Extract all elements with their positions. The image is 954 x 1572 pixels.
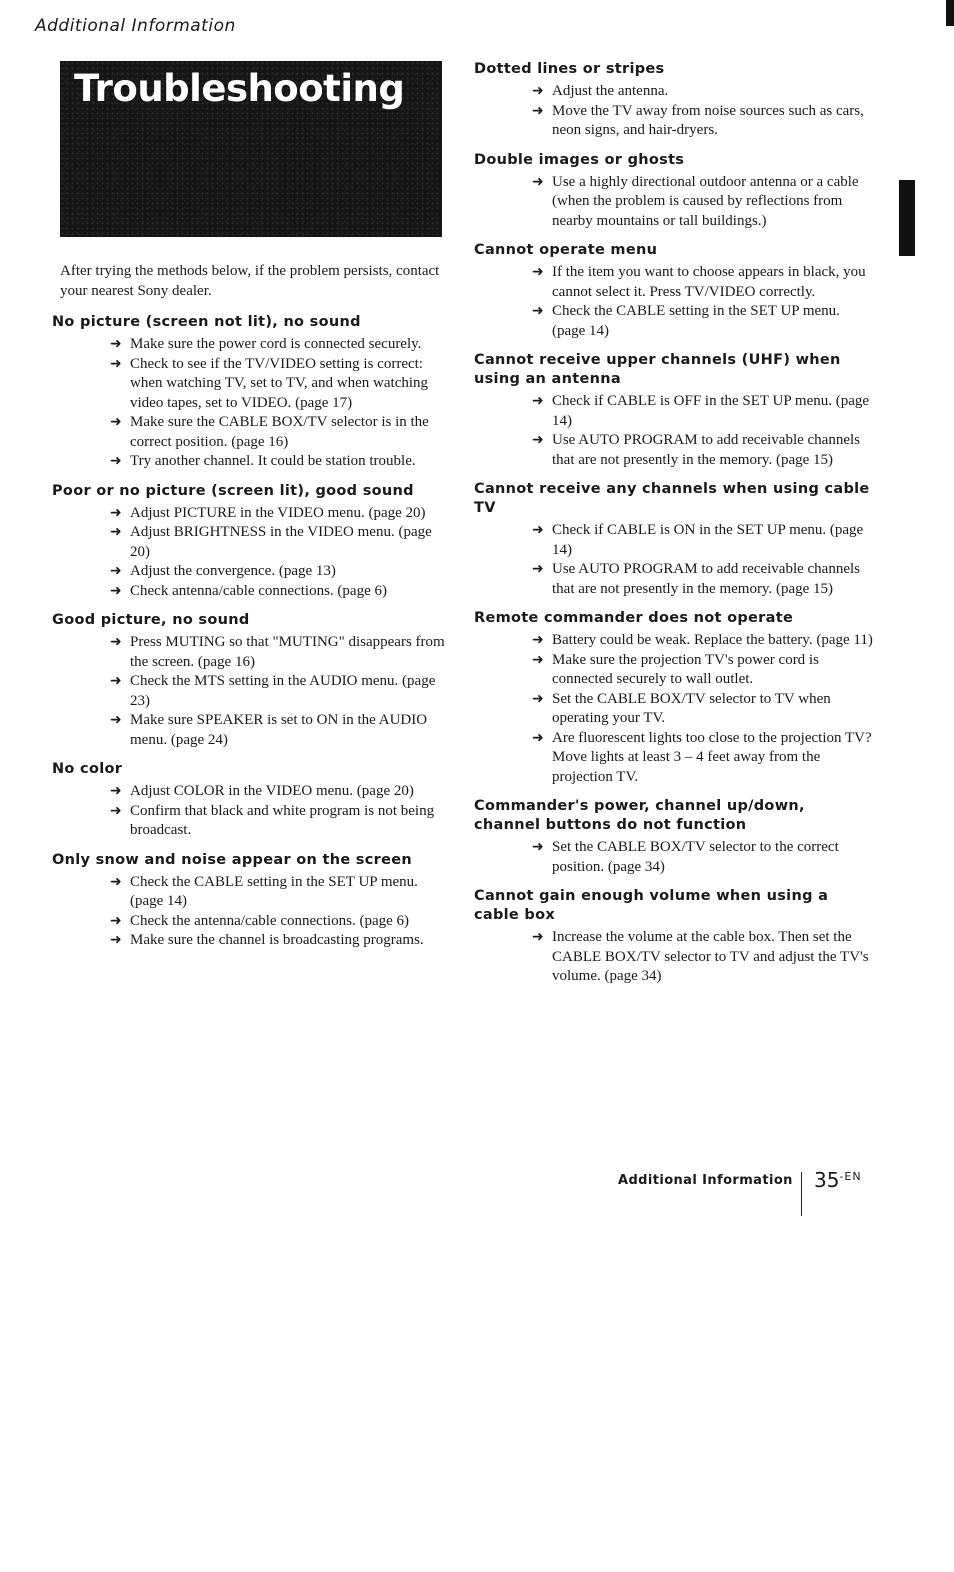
remedy-text: Use AUTO PROGRAM to add receivable channels that are not presently in the memory. (page 15): [552, 561, 860, 597]
troubleshooting-section: [474, 887, 874, 987]
arrow-icon: ➜: [532, 264, 544, 280]
troubleshooting-section: [52, 851, 452, 951]
problem-heading: Cannot gain enough volume when using a cable box: [474, 888, 829, 923]
remedy-list: [474, 263, 874, 341]
problem-heading: Cannot receive upper channels (UHF) when using an antenna: [474, 352, 841, 387]
arrow-icon: ➜: [532, 632, 544, 648]
problem-heading: Only snow and noise appear on the screen: [52, 851, 412, 868]
remedy-item: [474, 263, 874, 302]
arrow-icon: ➜: [532, 561, 544, 577]
remedy-list: [474, 173, 874, 232]
remedy-text: Battery could be weak. Replace the battery. (page 11): [552, 632, 873, 648]
arrow-icon: ➜: [110, 582, 122, 599]
left-column: [52, 262, 452, 961]
remedy-text: Try another channel. It could be station trouble.: [130, 453, 416, 469]
remedy-item: [474, 173, 874, 232]
problem-heading: No picture (screen not lit), no sound: [52, 314, 361, 330]
remedy-text: Make sure SPEAKER is set to ON in the AUDIO menu. (page 24): [130, 712, 428, 748]
troubleshooting-section: [474, 609, 874, 787]
problem-heading: Double images or ghosts: [474, 151, 685, 168]
remedy-text: If the item you want to choose appears in black, you cannot select it. Press TV/VIDEO correctly.: [552, 264, 866, 300]
remedy-text: Confirm that black and white program is not being broadcast.: [130, 802, 435, 838]
remedy-item: [52, 523, 452, 562]
problem-heading: Good picture, no sound: [52, 612, 250, 628]
problem-heading: Cannot receive any channels when using cable TV: [474, 481, 870, 516]
troubleshooting-section: [474, 480, 874, 599]
remedy-text: Check the CABLE setting in the SET UP menu. (page 14): [552, 303, 840, 339]
remedy-text: Press MUTING so that "MUTING" disappears from the screen. (page 16): [130, 634, 445, 670]
arrow-icon: ➜: [110, 802, 122, 819]
arrow-icon: ➜: [532, 690, 544, 707]
remedy-list: [52, 873, 452, 951]
corner-mark: [946, 0, 954, 26]
remedy-item: [52, 504, 452, 524]
footer-divider: [801, 1172, 802, 1216]
arrow-icon: ➜: [110, 712, 122, 728]
problem-heading: Dotted lines or stripes: [474, 61, 665, 77]
right-column: [474, 60, 874, 997]
remedy-list: [474, 392, 874, 470]
remedy-item: [474, 838, 874, 877]
remedy-text: Set the CABLE BOX/TV selector to TV when operating your TV.: [552, 690, 831, 726]
arrow-icon: ➜: [110, 336, 122, 352]
remedy-text: Use AUTO PROGRAM to add receivable channels that are not presently in the memory. (page 15): [552, 432, 860, 468]
remedy-item: [474, 521, 874, 560]
arrow-icon: ➜: [532, 651, 544, 668]
remedy-item: [52, 931, 452, 951]
remedy-item: [52, 582, 452, 602]
remedy-text: Check antenna/cable connections. (page 6): [130, 582, 387, 599]
problem-heading: No color: [52, 761, 123, 777]
remedy-list: [52, 504, 452, 602]
remedy-text: Check if CABLE is OFF in the SET UP menu. (page 14): [552, 393, 870, 429]
remedy-item: [474, 928, 874, 987]
remedy-text: Check the antenna/cable connections. (page 6): [130, 912, 410, 929]
remedy-item: [52, 912, 452, 932]
page-number: [814, 1168, 862, 1192]
remedy-list: [474, 521, 874, 599]
remedy-text: Set the CABLE BOX/TV selector to the correct position. (page 34): [552, 839, 839, 875]
arrow-icon: ➜: [532, 522, 544, 538]
remedy-list: [474, 838, 874, 877]
arrow-icon: ➜: [532, 929, 544, 945]
remedy-item: [52, 782, 452, 802]
troubleshooting-section: [52, 313, 452, 472]
remedy-item: [474, 651, 874, 690]
troubleshooting-section: [52, 760, 452, 841]
troubleshooting-section: [474, 241, 874, 341]
remedy-text: Adjust COLOR in the VIDEO menu. (page 20): [130, 783, 414, 799]
right-sections: [474, 60, 874, 987]
section-tab-marker: [899, 180, 915, 256]
intro-text: After trying the methods below, if the problem persists, contact your nearest Sony dealer.: [60, 263, 440, 299]
remedy-item: [474, 729, 874, 788]
remedy-item: [52, 562, 452, 582]
problem-heading: Cannot operate menu: [474, 242, 658, 258]
arrow-icon: ➜: [532, 173, 544, 190]
problem-heading: Commander's power, channel up/down, channel buttons do not function: [474, 798, 805, 833]
remedy-list: [52, 782, 452, 841]
remedy-item: [474, 302, 874, 341]
left-sections: [52, 313, 452, 951]
arrow-icon: ➜: [532, 83, 544, 99]
remedy-list: [474, 631, 874, 787]
remedy-text: Make sure the CABLE BOX/TV selector is in the correct position. (page 16): [130, 414, 429, 450]
remedy-item: [474, 392, 874, 431]
remedy-text: Adjust PICTURE in the VIDEO menu. (page 20): [130, 504, 426, 521]
arrow-icon: ➜: [110, 932, 122, 948]
remedy-text: Check the MTS setting in the AUDIO menu. (page 23): [130, 673, 436, 709]
remedy-text: Check if CABLE is ON in the SET UP menu. (page 14): [552, 522, 864, 558]
page-number-value: 35: [814, 1168, 840, 1192]
page-title: Troubleshooting: [74, 67, 405, 110]
remedy-text: Check the CABLE setting in the SET UP menu. (page 14): [130, 873, 418, 909]
remedy-text: Adjust BRIGHTNESS in the VIDEO menu. (page 20): [130, 524, 432, 560]
remedy-item: [52, 802, 452, 841]
arrow-icon: ➜: [110, 355, 122, 372]
remedy-list: [52, 335, 452, 472]
arrow-icon: ➜: [110, 524, 122, 540]
title-banner: [60, 61, 442, 237]
remedy-item: [52, 355, 452, 414]
troubleshooting-section: [474, 60, 874, 141]
remedy-text: Make sure the channel is broadcasting programs.: [130, 932, 424, 948]
troubleshooting-section: [52, 611, 452, 750]
remedy-item: [474, 431, 874, 470]
remedy-item: [52, 452, 452, 472]
troubleshooting-section: [52, 482, 452, 602]
arrow-icon: ➜: [110, 783, 122, 799]
arrow-icon: ➜: [110, 414, 122, 430]
arrow-icon: ➜: [532, 432, 544, 448]
arrow-icon: ➜: [110, 912, 122, 929]
arrow-icon: ➜: [532, 729, 544, 746]
remedy-item: [474, 560, 874, 599]
remedy-text: Move the TV away from noise sources such as cars, neon signs, and hair-dryers.: [552, 102, 864, 138]
remedy-item: [52, 672, 452, 711]
troubleshooting-section: [474, 351, 874, 470]
troubleshooting-section: [474, 797, 874, 877]
troubleshooting-section: [474, 151, 874, 232]
arrow-icon: ➜: [532, 102, 544, 119]
remedy-item: [474, 102, 874, 141]
remedy-text: Make sure the power cord is connected securely.: [130, 336, 422, 352]
remedy-item: [474, 631, 874, 651]
remedy-item: [52, 335, 452, 355]
arrow-icon: ➜: [532, 303, 544, 319]
remedy-text: Increase the volume at the cable box. Then set the CABLE BOX/TV selector to TV and adjust the TV's volume. (page 34): [552, 929, 869, 984]
arrow-icon: ➜: [532, 393, 544, 409]
remedy-item: [52, 873, 452, 912]
remedy-list: [474, 82, 874, 141]
problem-heading: Remote commander does not operate: [474, 610, 794, 626]
remedy-item: [52, 633, 452, 672]
remedy-text: Adjust the antenna.: [552, 83, 669, 99]
arrow-icon: ➜: [110, 453, 122, 469]
section-label: Additional Information: [35, 16, 236, 36]
remedy-text: Make sure the projection TV's power cord is connected securely to wall outlet.: [552, 651, 819, 687]
remedy-list: [52, 633, 452, 750]
remedy-text: Check to see if the TV/VIDEO setting is correct: when watching TV, set to TV, and when watching video tapes, set to VIDEO. (page 17): [130, 355, 429, 411]
remedy-item: [52, 711, 452, 750]
remedy-item: [474, 690, 874, 729]
remedy-item: [474, 82, 874, 102]
page-number-suffix: -EN: [839, 1170, 862, 1183]
problem-heading: Poor or no picture (screen lit), good sound: [52, 482, 414, 499]
remedy-item: [52, 413, 452, 452]
arrow-icon: ➜: [110, 673, 122, 689]
remedy-text: Adjust the convergence. (page 13): [130, 563, 336, 579]
arrow-icon: ➜: [110, 634, 122, 650]
remedy-text: Use a highly directional outdoor antenna or a cable (when the problem is caused by reflections from nearby mountains or tall buildings.): [552, 173, 859, 229]
remedy-text: Are fluorescent lights too close to the projection TV? Move lights at least 3 – 4 feet away from the projection TV.: [552, 729, 872, 785]
arrow-icon: ➜: [110, 563, 122, 579]
arrow-icon: ➜: [110, 873, 122, 890]
arrow-icon: ➜: [532, 839, 544, 855]
remedy-list: [474, 928, 874, 987]
footer-section-label: Additional Information: [618, 1173, 793, 1188]
arrow-icon: ➜: [110, 504, 122, 521]
